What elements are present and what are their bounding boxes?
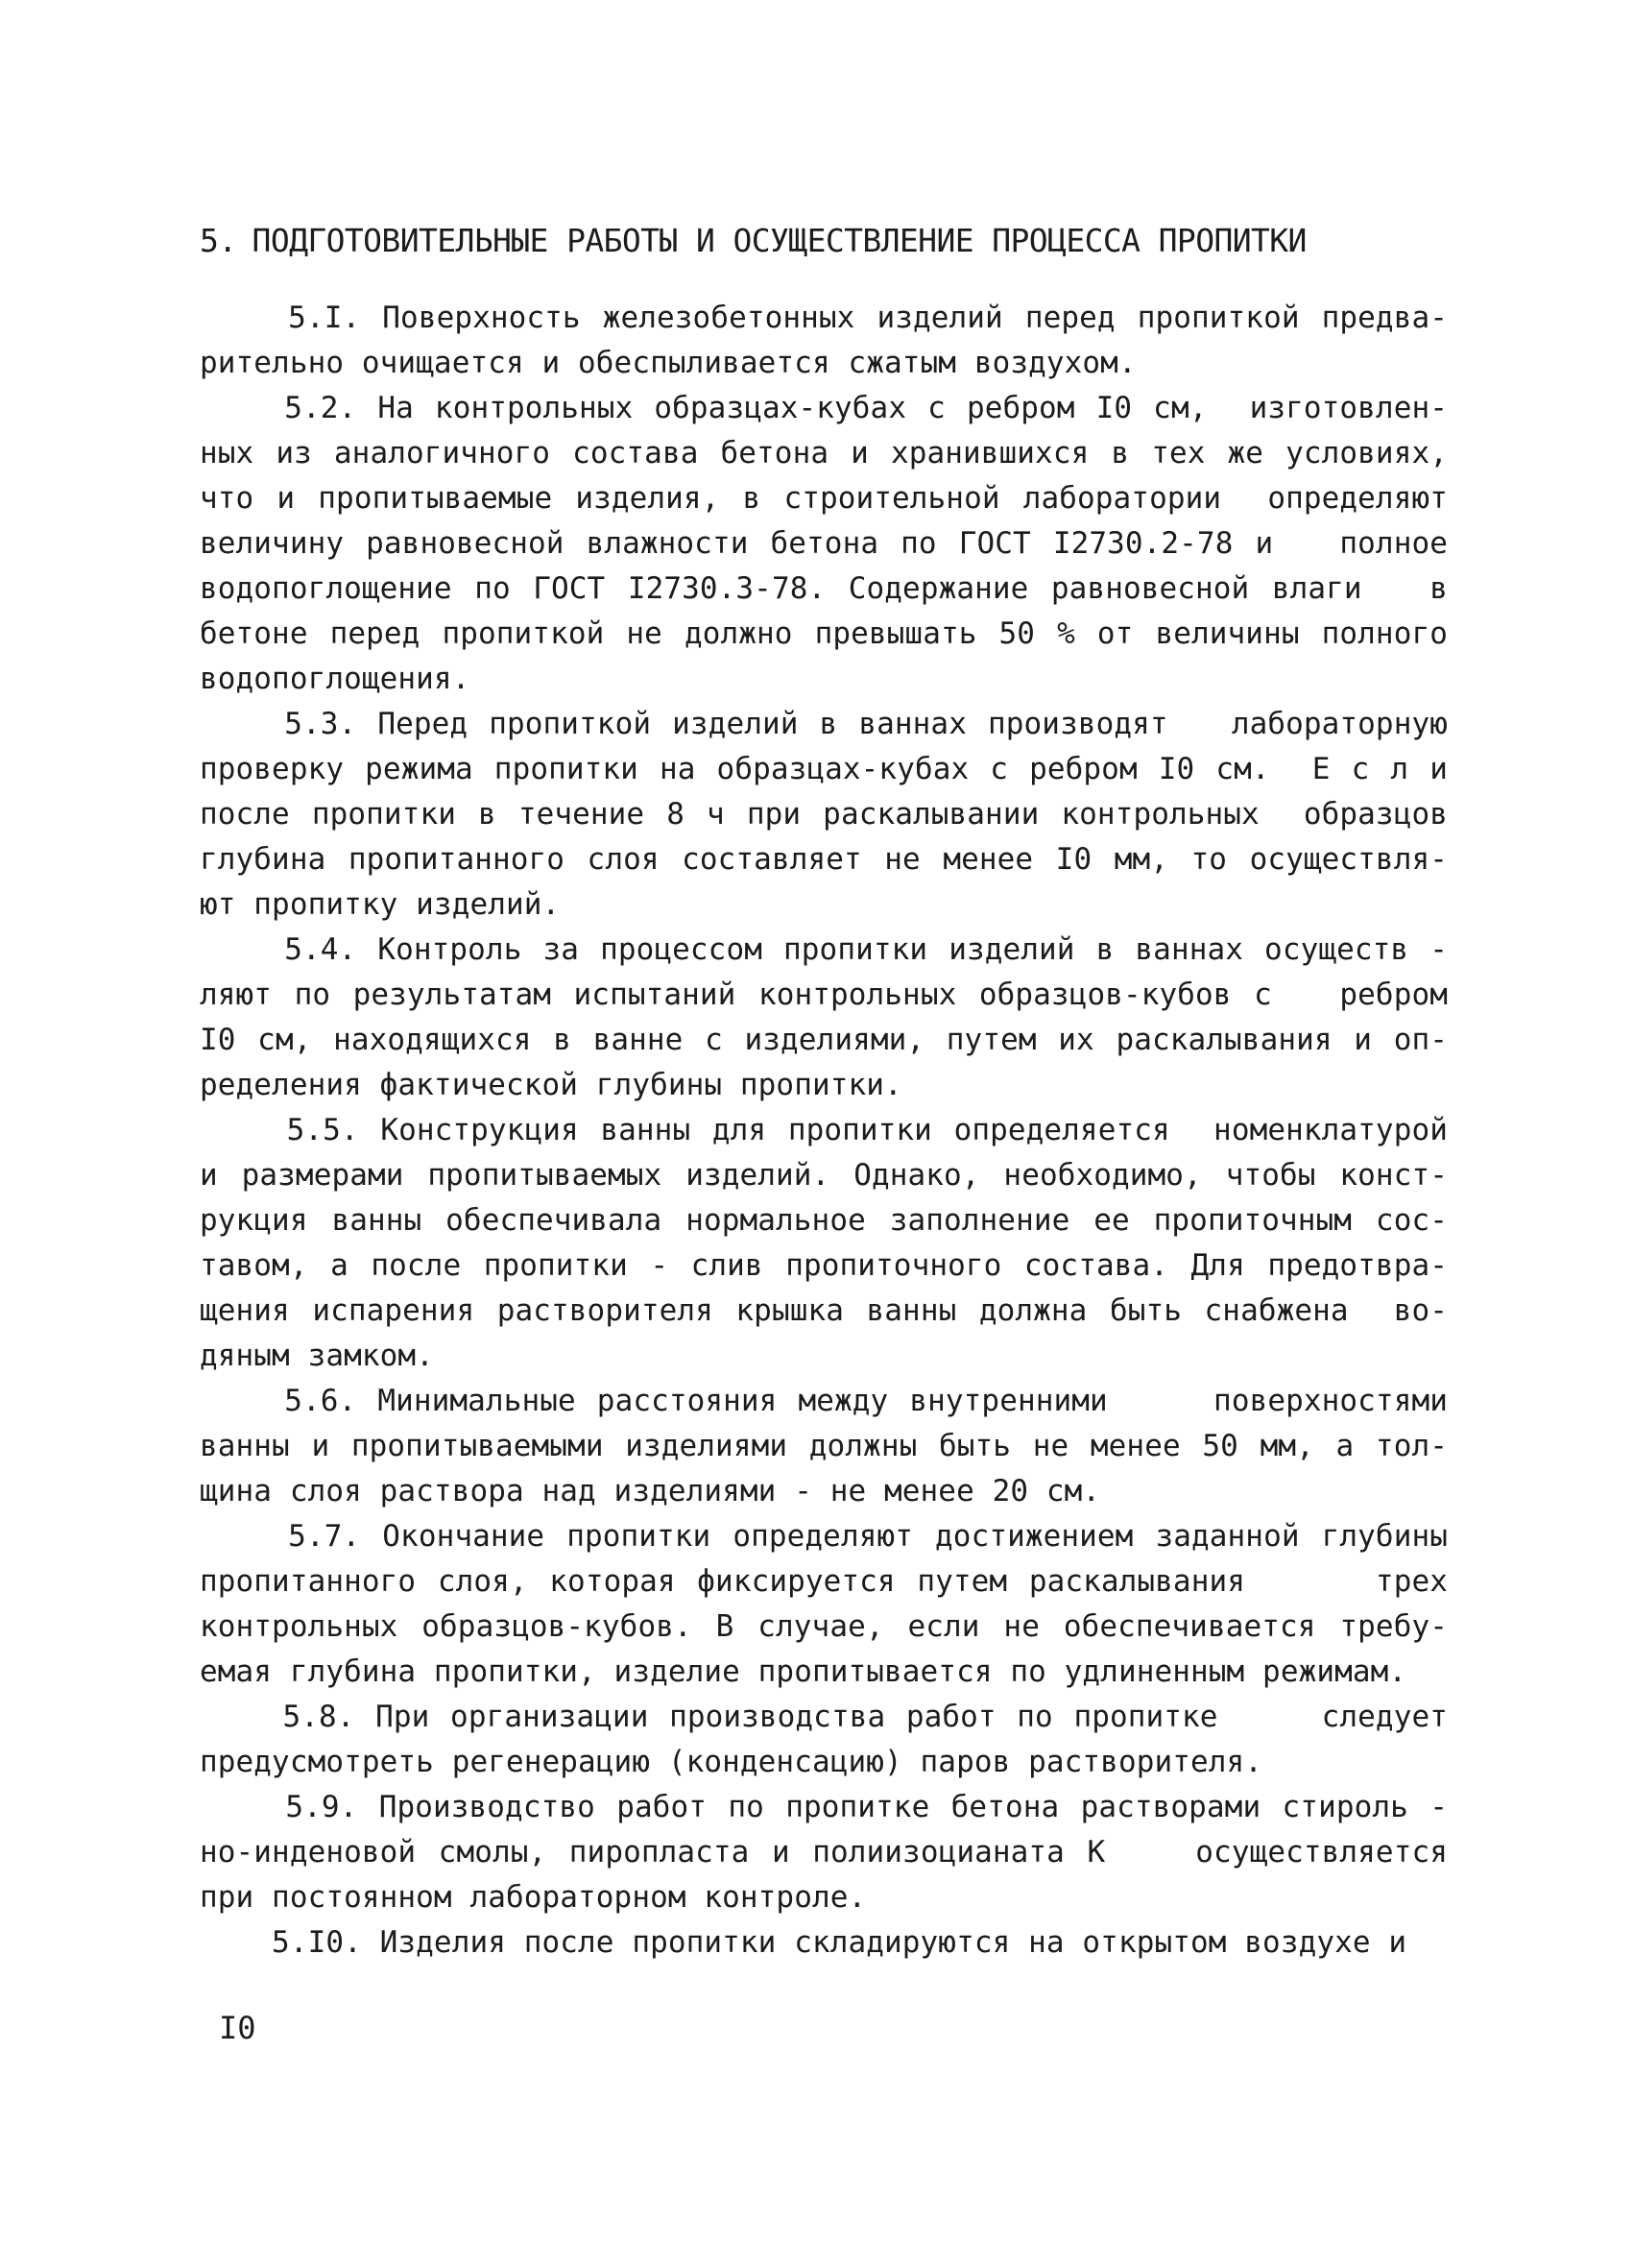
document-body (200, 296, 1448, 1966)
paragraph-line: но-инденовой смолы, пиропласта и полиизоцианата К осуществляется (200, 1835, 1448, 1870)
paragraph-5-8 (200, 1695, 1448, 1785)
paragraph-5-5 (200, 1108, 1448, 1379)
paragraph-line: 5.9. Производство работ по пропитке бетона растворами стироль - (200, 1790, 1448, 1824)
paragraph-line: ляют по результатам испытаний контрольных образцов-кубов с ребром (200, 977, 1448, 1012)
paragraph-line: проверку режима пропитки на образцах-кубах с ребром I0 см. Е с л и (200, 752, 1448, 786)
paragraph-line: контрольных образцов-кубов. В случае, если не обеспечивается требу- (200, 1609, 1448, 1644)
paragraph-line: тавом, а после пропитки - слив пропиточного состава. Для предотвра- (200, 1248, 1448, 1283)
paragraph-line: 5.5. Конструкция ванны для пропитки определяется номенклатурой (200, 1113, 1448, 1147)
paragraph-line: ных из аналогичного состава бетона и хранившихся в тех же условиях, (200, 436, 1448, 470)
section-title: ПОДГОТОВИТЕЛЬНЫЕ РАБОТЫ И ОСУЩЕСТВЛЕНИЕ ПРОЦЕССА ПРОПИТКИ (252, 222, 1307, 259)
paragraph-line: 5.2. На контрольных образцах-кубах с ребром I0 см, изготовлен- (200, 391, 1448, 425)
paragraph-5-3 (200, 702, 1448, 928)
paragraph-line: водопоглощение по ГОСТ I2730.3-78. Содержание равновесной влаги в (200, 571, 1448, 606)
paragraph-line: 5.3. Перед пропиткой изделий в ваннах производят лабораторную (200, 707, 1448, 741)
paragraph-line: предусмотреть регенерацию (конденсацию) паров растворителя. (200, 1745, 1263, 1779)
section-heading (200, 219, 1448, 263)
paragraph-line: что и пропитываемые изделия, в строительной лаборатории определяют (200, 481, 1448, 516)
paragraph-line: I0 см, находящихся в ванне с изделиями, путем их раскалывания и оп- (200, 1023, 1448, 1057)
paragraph-5-10 (200, 1920, 1448, 1966)
paragraph-line: величину равновесной влажности бетона по ГОСТ I2730.2-78 и полное (200, 526, 1448, 561)
paragraph-5-7 (200, 1514, 1448, 1695)
paragraph-line: рительно очищается и обеспыливается сжатым воздухом. (200, 346, 1137, 380)
paragraph-line: 5.7. Окончание пропитки определяют достижением заданной глубины (200, 1519, 1448, 1554)
paragraph-line: ванны и пропитываемыми изделиями должны быть не менее 50 мм, а тол- (200, 1429, 1448, 1463)
paragraph-line: ют пропитку изделий. (200, 887, 561, 922)
section-number: 5. (200, 222, 237, 259)
paragraph-5-6 (200, 1379, 1448, 1514)
paragraph-line: щина слоя раствора над изделиями - не менее 20 см. (200, 1474, 1101, 1508)
paragraph-line: 5.I. Поверхность железобетонных изделий перед пропиткой предва- (200, 301, 1448, 335)
paragraph-line: ределения фактической глубины пропитки. (200, 1068, 902, 1102)
paragraph-line: 5.4. Контроль за процессом пропитки изделий в ваннах осуществ - (200, 932, 1448, 967)
paragraph-5-4 (200, 928, 1448, 1108)
paragraph-line: дяным замком. (200, 1339, 434, 1373)
paragraph-5-1 (200, 296, 1448, 386)
paragraph-line: глубина пропитанного слоя составляет не менее I0 мм, то осуществля- (200, 842, 1448, 877)
paragraph-line: 5.I0. Изделия после пропитки складируются на открытом воздухе и (200, 1925, 1407, 1960)
paragraph-line: емая глубина пропитки, изделие пропитывается по удлиненным режимам. (200, 1654, 1407, 1689)
page-number: I0 (219, 2010, 256, 2046)
paragraph-line: водопоглощения. (200, 662, 470, 696)
paragraph-line: 5.6. Минимальные расстояния между внутренними поверхностями (200, 1384, 1448, 1418)
paragraph-line: рукция ванны обеспечивала нормальное заполнение ее пропиточным сос- (200, 1203, 1448, 1238)
paragraph-line: при постоянном лабораторном контроле. (200, 1880, 867, 1915)
paragraph-line: щения испарения растворителя крышка ванны должна быть снабжена во- (200, 1293, 1448, 1328)
paragraph-5-2 (200, 386, 1448, 702)
paragraph-line: пропитанного слоя, которая фиксируется путем раскалывания трех (200, 1564, 1448, 1599)
paragraph-line: 5.8. При организации производства работ по пропитке следует (200, 1700, 1448, 1734)
paragraph-line: и размерами пропитываемых изделий. Однако, необходимо, чтобы конст- (200, 1158, 1448, 1193)
paragraph-5-9 (200, 1785, 1448, 1920)
paragraph-line: после пропитки в течение 8 ч при раскалывании контрольных образцов (200, 797, 1448, 832)
paragraph-line: бетоне перед пропиткой не должно превышать 50 % от величины полного (200, 616, 1448, 651)
